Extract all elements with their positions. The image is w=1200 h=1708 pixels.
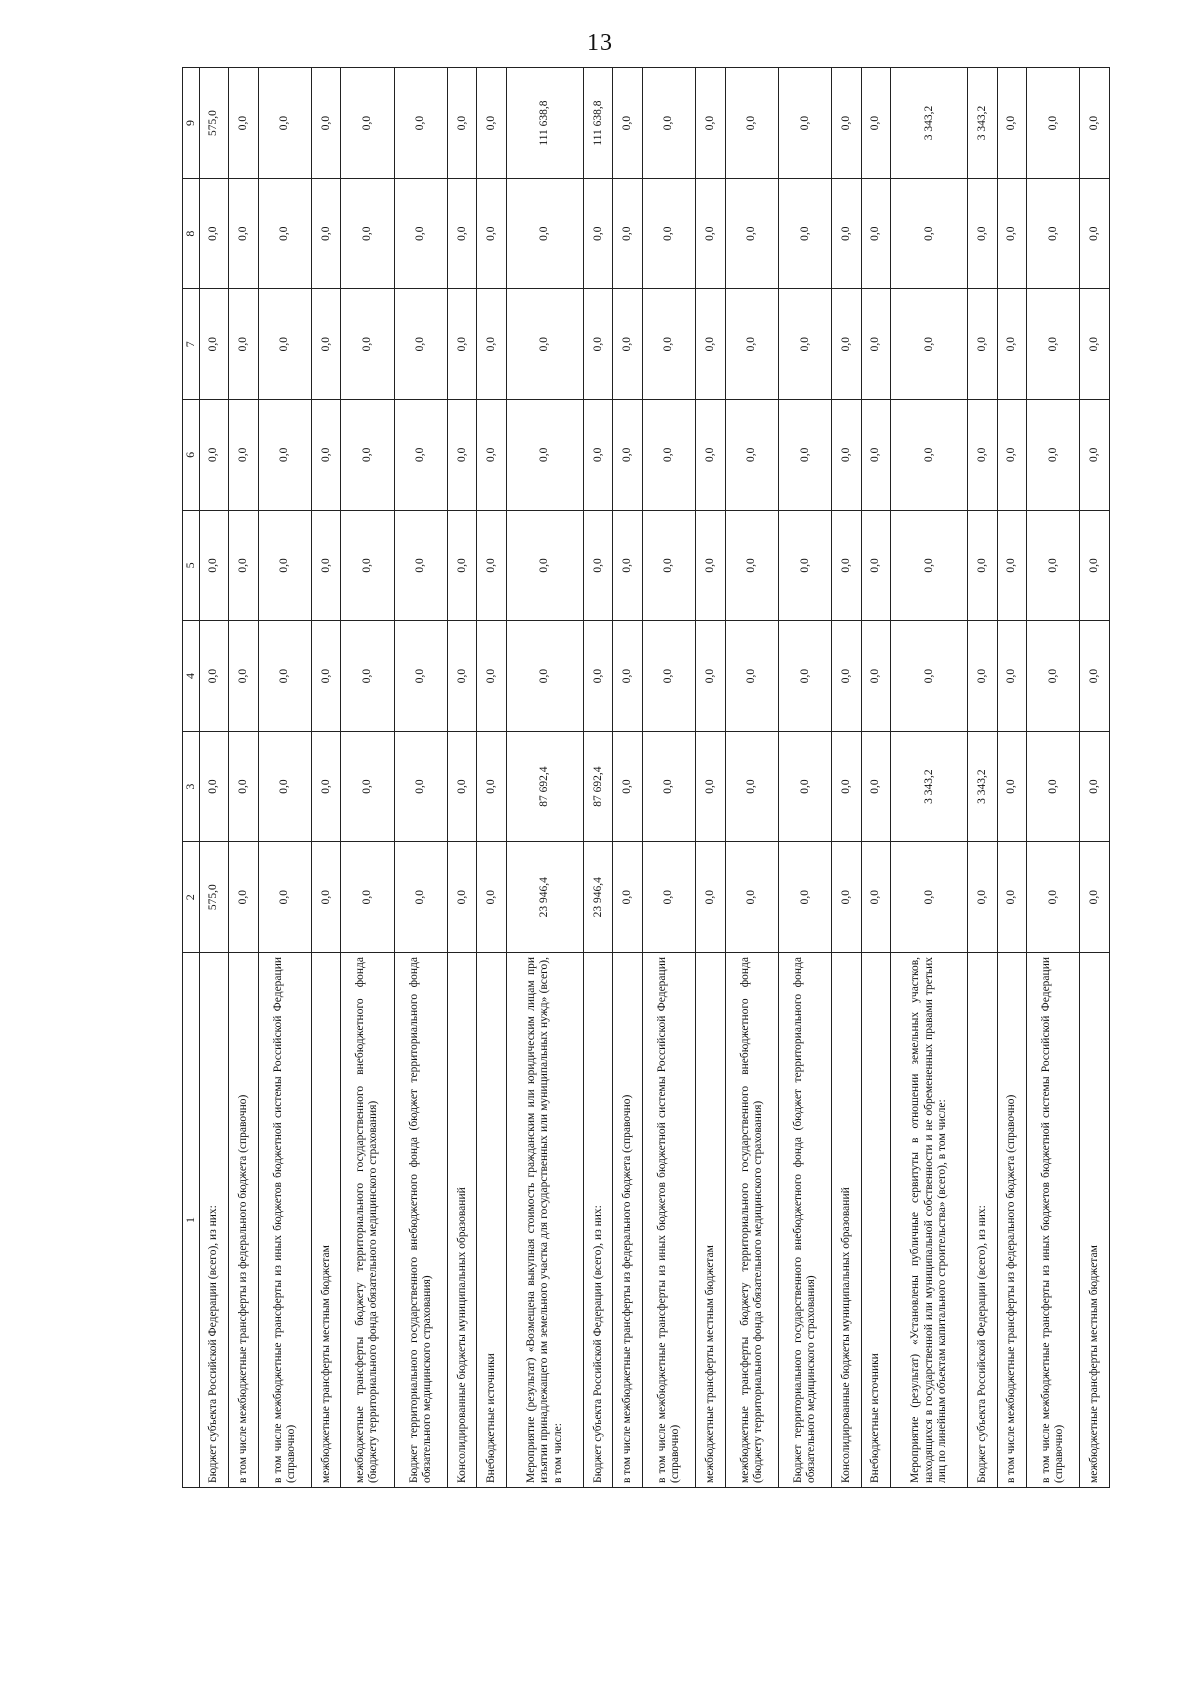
value-cell-col-7: 0,0 — [891, 289, 968, 400]
value-cell-col-2: 0,0 — [832, 842, 861, 953]
value-cell-col-5: 0,0 — [506, 510, 583, 621]
rotated-page — [182, 68, 1110, 1488]
value-cell-col-5: 0,0 — [861, 510, 890, 621]
value-cell-col-6: 0,0 — [394, 400, 447, 511]
value-cell-col-5: 0,0 — [968, 510, 997, 621]
value-cell-col-7: 0,0 — [394, 289, 447, 400]
value-cell-col-4: 0,0 — [584, 621, 613, 732]
column-number-3: 3 — [183, 731, 200, 842]
value-cell-col-8: 0,0 — [997, 178, 1026, 289]
table-row — [506, 68, 583, 1488]
value-cell-col-2: 0,0 — [1080, 842, 1110, 953]
value-cell-col-9: 0,0 — [1080, 68, 1110, 179]
value-cell-col-6: 0,0 — [778, 400, 831, 511]
value-cell-col-9: 3 343,2 — [891, 68, 968, 179]
value-cell-col-7: 0,0 — [341, 289, 394, 400]
value-cell-col-7: 0,0 — [1027, 289, 1080, 400]
value-cell-col-5: 0,0 — [1080, 510, 1110, 621]
table-row — [477, 68, 506, 1488]
table-row — [448, 68, 477, 1488]
value-cell-col-4: 0,0 — [341, 621, 394, 732]
value-cell-col-7: 0,0 — [584, 289, 613, 400]
value-cell-col-2: 0,0 — [341, 842, 394, 953]
value-cell-col-3: 3 343,2 — [891, 731, 968, 842]
value-cell-col-4: 0,0 — [832, 621, 861, 732]
table-row — [613, 68, 642, 1488]
value-cell-col-2: 0,0 — [229, 842, 258, 953]
value-cell-col-2: 23 946,4 — [584, 842, 613, 953]
row-label: Консолидированные бюджеты муниципальных образований — [448, 953, 477, 1488]
value-cell-col-4: 0,0 — [861, 621, 890, 732]
value-cell-col-7: 0,0 — [448, 289, 477, 400]
value-cell-col-6: 0,0 — [199, 400, 228, 511]
value-cell-col-5: 0,0 — [341, 510, 394, 621]
value-cell-col-8: 0,0 — [311, 178, 340, 289]
value-cell-col-4: 0,0 — [997, 621, 1026, 732]
value-cell-col-5: 0,0 — [613, 510, 642, 621]
table-body — [199, 68, 1109, 1488]
value-cell-col-2: 0,0 — [861, 842, 890, 953]
table-row — [696, 68, 725, 1488]
value-cell-col-3: 0,0 — [642, 731, 695, 842]
value-cell-col-9: 575,0 — [199, 68, 228, 179]
table-row — [642, 68, 695, 1488]
value-cell-col-6: 0,0 — [584, 400, 613, 511]
row-label: в том числе межбюджетные трансферты из федерального бюджета (справочно) — [613, 953, 642, 1488]
value-cell-col-2: 0,0 — [997, 842, 1026, 953]
value-cell-col-7: 0,0 — [968, 289, 997, 400]
value-cell-col-8: 0,0 — [968, 178, 997, 289]
row-label: межбюджетные трансферты местным бюджетам — [696, 953, 725, 1488]
value-cell-col-2: 0,0 — [725, 842, 778, 953]
value-cell-col-3: 0,0 — [1080, 731, 1110, 842]
value-cell-col-6: 0,0 — [613, 400, 642, 511]
value-cell-col-2: 0,0 — [477, 842, 506, 953]
row-label: в том числе межбюджетные трансферты из федерального бюджета (справочно) — [229, 953, 258, 1488]
table-row — [311, 68, 340, 1488]
value-cell-col-6: 0,0 — [696, 400, 725, 511]
value-cell-col-6: 0,0 — [832, 400, 861, 511]
value-cell-col-8: 0,0 — [448, 178, 477, 289]
value-cell-col-9: 0,0 — [778, 68, 831, 179]
value-cell-col-8: 0,0 — [477, 178, 506, 289]
table-row — [1080, 68, 1110, 1488]
value-cell-col-4: 0,0 — [477, 621, 506, 732]
table-row — [997, 68, 1026, 1488]
value-cell-col-2: 0,0 — [891, 842, 968, 953]
value-cell-col-3: 0,0 — [394, 731, 447, 842]
value-cell-col-4: 0,0 — [968, 621, 997, 732]
value-cell-col-7: 0,0 — [311, 289, 340, 400]
value-cell-col-3: 0,0 — [1027, 731, 1080, 842]
row-label: в том числе межбюджетные трансферты из федерального бюджета (справочно) — [997, 953, 1026, 1488]
value-cell-col-8: 0,0 — [584, 178, 613, 289]
table-row — [725, 68, 778, 1488]
value-cell-col-7: 0,0 — [696, 289, 725, 400]
value-cell-col-3: 87 692,4 — [584, 731, 613, 842]
value-cell-col-8: 0,0 — [341, 178, 394, 289]
value-cell-col-8: 0,0 — [725, 178, 778, 289]
value-cell-col-5: 0,0 — [778, 510, 831, 621]
value-cell-col-5: 0,0 — [696, 510, 725, 621]
row-label: Консолидированные бюджеты муниципальных образований — [832, 953, 861, 1488]
value-cell-col-5: 0,0 — [642, 510, 695, 621]
table-row — [832, 68, 861, 1488]
value-cell-col-2: 0,0 — [778, 842, 831, 953]
row-label: межбюджетные трансферты бюджету территориального государственного внебюджетного фонда (бюджету территориального фонда обязательного медицинского страхования) — [341, 953, 394, 1488]
value-cell-col-6: 0,0 — [997, 400, 1026, 511]
value-cell-col-4: 0,0 — [394, 621, 447, 732]
value-cell-col-7: 0,0 — [1080, 289, 1110, 400]
value-cell-col-3: 0,0 — [448, 731, 477, 842]
value-cell-col-7: 0,0 — [477, 289, 506, 400]
value-cell-col-5: 0,0 — [448, 510, 477, 621]
value-cell-col-4: 0,0 — [229, 621, 258, 732]
row-label: Бюджет субъекта Российской Федерации (всего), из них: — [199, 953, 228, 1488]
value-cell-col-3: 0,0 — [477, 731, 506, 842]
value-cell-col-3: 0,0 — [778, 731, 831, 842]
value-cell-col-4: 0,0 — [258, 621, 311, 732]
value-cell-col-5: 0,0 — [394, 510, 447, 621]
value-cell-col-9: 111 638,8 — [506, 68, 583, 179]
row-label: в том числе межбюджетные трансферты из иных бюджетов бюджетной системы Российской Федерации (справочно) — [258, 953, 311, 1488]
value-cell-col-7: 0,0 — [229, 289, 258, 400]
value-cell-col-3: 0,0 — [229, 731, 258, 842]
value-cell-col-4: 0,0 — [725, 621, 778, 732]
value-cell-col-5: 0,0 — [199, 510, 228, 621]
value-cell-col-2: 0,0 — [1027, 842, 1080, 953]
value-cell-col-9: 0,0 — [997, 68, 1026, 179]
value-cell-col-7: 0,0 — [725, 289, 778, 400]
value-cell-col-8: 0,0 — [642, 178, 695, 289]
row-label: Мероприятие (результат) «Возмещена выкупная стоимость гражданским или юридическим лицам при изъятии принадлежащего им земельного участка для государственных или муниципальных нужд» (всего), в том числе: — [506, 953, 583, 1488]
budget-table — [182, 67, 1110, 1488]
value-cell-col-5: 0,0 — [891, 510, 968, 621]
value-cell-col-9: 3 343,2 — [968, 68, 997, 179]
row-label: Внебюджетные источники — [861, 953, 890, 1488]
value-cell-col-8: 0,0 — [1080, 178, 1110, 289]
value-cell-col-4: 0,0 — [506, 621, 583, 732]
value-cell-col-3: 0,0 — [725, 731, 778, 842]
value-cell-col-3: 0,0 — [341, 731, 394, 842]
value-cell-col-7: 0,0 — [506, 289, 583, 400]
value-cell-col-3: 0,0 — [696, 731, 725, 842]
value-cell-col-2: 23 946,4 — [506, 842, 583, 953]
row-label: межбюджетные трансферты местным бюджетам — [1080, 953, 1110, 1488]
row-label: межбюджетные трансферты местным бюджетам — [311, 953, 340, 1488]
value-cell-col-9: 0,0 — [341, 68, 394, 179]
table-row — [778, 68, 831, 1488]
table-row — [584, 68, 613, 1488]
page-number: 13 — [587, 30, 613, 56]
value-cell-col-6: 0,0 — [448, 400, 477, 511]
row-label: в том числе межбюджетные трансферты из иных бюджетов бюджетной системы Российской Федерации (справочно) — [1027, 953, 1080, 1488]
value-cell-col-6: 0,0 — [861, 400, 890, 511]
value-cell-col-8: 0,0 — [1027, 178, 1080, 289]
value-cell-col-3: 0,0 — [613, 731, 642, 842]
value-cell-col-9: 0,0 — [642, 68, 695, 179]
value-cell-col-3: 0,0 — [258, 731, 311, 842]
value-cell-col-8: 0,0 — [199, 178, 228, 289]
table-row — [891, 68, 968, 1488]
table-row — [199, 68, 228, 1488]
row-label: Бюджет субъекта Российской Федерации (всего), из них: — [968, 953, 997, 1488]
value-cell-col-8: 0,0 — [861, 178, 890, 289]
column-number-2: 2 — [183, 842, 200, 953]
row-label: межбюджетные трансферты бюджету территориального государственного внебюджетного фонда (бюджету территориального фонда обязательного медицинского страхования) — [725, 953, 778, 1488]
table-row — [258, 68, 311, 1488]
value-cell-col-9: 0,0 — [696, 68, 725, 179]
value-cell-col-8: 0,0 — [394, 178, 447, 289]
value-cell-col-6: 0,0 — [258, 400, 311, 511]
value-cell-col-7: 0,0 — [778, 289, 831, 400]
table-row — [861, 68, 890, 1488]
value-cell-col-2: 575,0 — [199, 842, 228, 953]
value-cell-col-9: 0,0 — [725, 68, 778, 179]
value-cell-col-5: 0,0 — [229, 510, 258, 621]
value-cell-col-2: 0,0 — [696, 842, 725, 953]
value-cell-col-9: 0,0 — [477, 68, 506, 179]
value-cell-col-2: 0,0 — [394, 842, 447, 953]
value-cell-col-6: 0,0 — [1027, 400, 1080, 511]
column-number-6: 6 — [183, 400, 200, 511]
column-number-7: 7 — [183, 289, 200, 400]
value-cell-col-6: 0,0 — [229, 400, 258, 511]
value-cell-col-7: 0,0 — [613, 289, 642, 400]
value-cell-col-9: 111 638,8 — [584, 68, 613, 179]
row-label: в том числе межбюджетные трансферты из иных бюджетов бюджетной системы Российской Федерации (справочно) — [642, 953, 695, 1488]
value-cell-col-5: 0,0 — [258, 510, 311, 621]
value-cell-col-6: 0,0 — [341, 400, 394, 511]
value-cell-col-4: 0,0 — [1080, 621, 1110, 732]
value-cell-col-2: 0,0 — [968, 842, 997, 953]
value-cell-col-2: 0,0 — [311, 842, 340, 953]
value-cell-col-4: 0,0 — [613, 621, 642, 732]
value-cell-col-5: 0,0 — [832, 510, 861, 621]
column-number-5: 5 — [183, 510, 200, 621]
value-cell-col-4: 0,0 — [696, 621, 725, 732]
value-cell-col-2: 0,0 — [448, 842, 477, 953]
value-cell-col-5: 0,0 — [311, 510, 340, 621]
value-cell-col-3: 0,0 — [311, 731, 340, 842]
value-cell-col-8: 0,0 — [832, 178, 861, 289]
value-cell-col-6: 0,0 — [506, 400, 583, 511]
value-cell-col-9: 0,0 — [229, 68, 258, 179]
value-cell-col-3: 0,0 — [199, 731, 228, 842]
value-cell-col-4: 0,0 — [891, 621, 968, 732]
value-cell-col-3: 0,0 — [861, 731, 890, 842]
column-number-row — [183, 68, 200, 1488]
row-label: Бюджет территориального государственного внебюджетного фонда (бюджет территориального фонда обязательного медицинского страхования) — [778, 953, 831, 1488]
table-row — [1027, 68, 1080, 1488]
value-cell-col-7: 0,0 — [861, 289, 890, 400]
value-cell-col-4: 0,0 — [448, 621, 477, 732]
value-cell-col-7: 0,0 — [832, 289, 861, 400]
column-number-9: 9 — [183, 68, 200, 179]
value-cell-col-3: 87 692,4 — [506, 731, 583, 842]
value-cell-col-9: 0,0 — [311, 68, 340, 179]
value-cell-col-3: 0,0 — [997, 731, 1026, 842]
value-cell-col-6: 0,0 — [968, 400, 997, 511]
value-cell-col-9: 0,0 — [613, 68, 642, 179]
value-cell-col-7: 0,0 — [997, 289, 1026, 400]
table-row — [341, 68, 394, 1488]
value-cell-col-9: 0,0 — [394, 68, 447, 179]
value-cell-col-9: 0,0 — [448, 68, 477, 179]
value-cell-col-3: 3 343,2 — [968, 731, 997, 842]
column-number-8: 8 — [183, 178, 200, 289]
row-label: Внебюджетные источники — [477, 953, 506, 1488]
value-cell-col-2: 0,0 — [613, 842, 642, 953]
table-row — [968, 68, 997, 1488]
row-label: Бюджет территориального государственного внебюджетного фонда (бюджет территориального фонда обязательного медицинского страхования) — [394, 953, 447, 1488]
value-cell-col-9: 0,0 — [832, 68, 861, 179]
value-cell-col-4: 0,0 — [642, 621, 695, 732]
value-cell-col-9: 0,0 — [1027, 68, 1080, 179]
value-cell-col-6: 0,0 — [725, 400, 778, 511]
value-cell-col-8: 0,0 — [506, 178, 583, 289]
column-number-1: 1 — [183, 953, 200, 1488]
value-cell-col-2: 0,0 — [258, 842, 311, 953]
value-cell-col-6: 0,0 — [1080, 400, 1110, 511]
column-number-4: 4 — [183, 621, 200, 732]
value-cell-col-2: 0,0 — [642, 842, 695, 953]
value-cell-col-6: 0,0 — [642, 400, 695, 511]
value-cell-col-9: 0,0 — [861, 68, 890, 179]
value-cell-col-4: 0,0 — [199, 621, 228, 732]
value-cell-col-4: 0,0 — [1027, 621, 1080, 732]
value-cell-col-4: 0,0 — [778, 621, 831, 732]
row-label: Мероприятие (результат) «Установлены публичные сервитуты в отношении земельных участков, находящихся в государственной или муниципальной собственности и не обремененных правами третьих лиц по линейным объектам капитального строительства» (всего), в том числе: — [891, 953, 968, 1488]
value-cell-col-8: 0,0 — [778, 178, 831, 289]
value-cell-col-8: 0,0 — [891, 178, 968, 289]
value-cell-col-6: 0,0 — [311, 400, 340, 511]
value-cell-col-8: 0,0 — [258, 178, 311, 289]
value-cell-col-8: 0,0 — [613, 178, 642, 289]
value-cell-col-4: 0,0 — [311, 621, 340, 732]
value-cell-col-7: 0,0 — [258, 289, 311, 400]
value-cell-col-5: 0,0 — [1027, 510, 1080, 621]
value-cell-col-8: 0,0 — [696, 178, 725, 289]
table-frame — [182, 68, 1110, 1488]
value-cell-col-6: 0,0 — [891, 400, 968, 511]
value-cell-col-6: 0,0 — [477, 400, 506, 511]
table-row — [394, 68, 447, 1488]
value-cell-col-9: 0,0 — [258, 68, 311, 179]
value-cell-col-5: 0,0 — [477, 510, 506, 621]
value-cell-col-5: 0,0 — [997, 510, 1026, 621]
value-cell-col-5: 0,0 — [725, 510, 778, 621]
value-cell-col-7: 0,0 — [199, 289, 228, 400]
row-label: Бюджет субъекта Российской Федерации (всего), из них: — [584, 953, 613, 1488]
value-cell-col-3: 0,0 — [832, 731, 861, 842]
value-cell-col-7: 0,0 — [642, 289, 695, 400]
value-cell-col-5: 0,0 — [584, 510, 613, 621]
table-row — [229, 68, 258, 1488]
value-cell-col-8: 0,0 — [229, 178, 258, 289]
